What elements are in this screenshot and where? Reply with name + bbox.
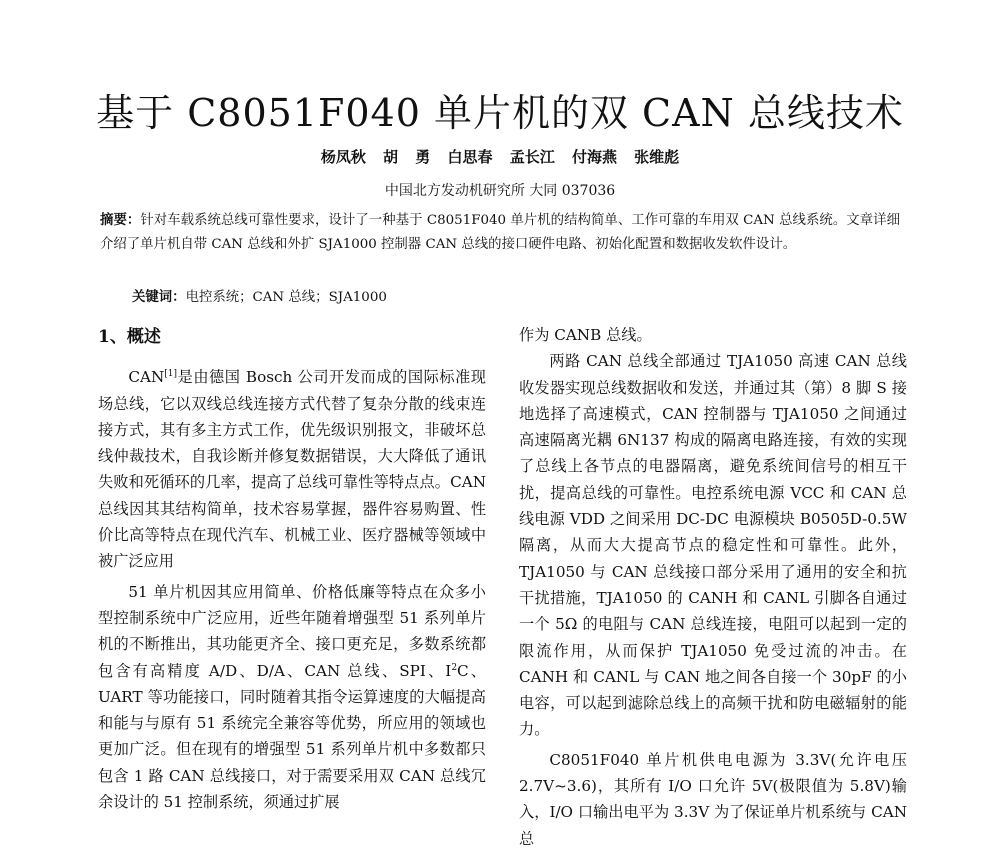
paragraph: 两路 CAN 总线全部通过 TJA1050 高速 CAN 总线收发器实现总线数据收和发送，并通过其（第）8 脚 S 接地选择了高速模式，CAN 控制器与 TJA1050 之间通过高速隔离光耦 6N137 构成的隔离电路连接，有效的实现了总线上各节点的电器隔离，避免系统间信号的相互干扰，提高总线的可靠性。电控系统电源 VCC 和 CAN 总线电源 VDD 之间采用 DC-DC 电源模块 B0505D-0.5W 隔离，从而大大提高节点的稳定性和可靠性。此外，TJA1050 与 CAN 总线接口部分采用了通用的安全和抗干扰措施，TJA1050 的 CANH 和 CANL 引脚各自通过一个 5Ω 的电阻与 CAN 总线连接，电阻可以起到一定的限流作用，从而保护 TJA1050 免受过流的冲击。在 CANH 和 CANL 与 CAN 地之间各自接一个 30pF 的小电容，可以起到滤除总线上的高频干扰和防电磁辐射的能力。: [519, 352, 907, 739]
paragraph: C8051F040 单片机供电电源为 3.3V(允许电压 2.7V~3.6)，其所有 I/O 口允许 5V(极限值为 5.8V)输入，I/O 口输出电平为 3.3V 为了保证单片机系统与 CAN 总: [519, 750, 907, 848]
abstract: [100, 208, 900, 257]
paragraph-text: 是由德国 Bosch 公司开发而成的国际标准现场总线，它以双线总线连接方式代替了复杂分散的线束连接方式，其有多主方式工作，优先级识别报文，非破坏总线仲裁技术，自我诊断并修复数据错误，大大降低了通讯失败和死循环的几率，提高了总线可靠性等特点点。CAN 总线因其其结构简单，技术容易掌握，器件容易购置、性价比高等特点在现代汽车、机械工业、医疗器械等领域中被广泛应用: [98, 368, 486, 571]
keywords: [132, 286, 387, 305]
right-column: [519, 322, 907, 852]
citation-ref: [1]: [164, 369, 178, 380]
paragraph: [98, 364, 486, 574]
paragraph: 作为 CANB 总线。: [519, 326, 652, 344]
author-list: 杨凤秋 胡 勇 白思春 孟长江 付海燕 张维彪: [320, 148, 680, 166]
superscript: 2: [451, 662, 458, 673]
paragraph-text: 51 单片机因其应用简单、价格低廉等特点在众多小型控制系统中广泛应用，近些年随着增强型 51 系列单片机的不断推出，其功能更齐全、接口更充足，多数系统都包含有高精度 A/D、D/A、CAN 总线、SPI、I: [98, 582, 486, 680]
affiliation: 中国北方发动机研究所 大同 037036: [384, 183, 616, 199]
keywords-label: 关键词：: [132, 289, 186, 305]
keywords-text: 电控系统；CAN 总线；SJA1000: [185, 290, 387, 305]
paragraph-text: C、UART 等功能接口，同时随着其指令运算速度的大幅提高和能与与原有 51 系统完全兼容等优势，所应用的领域也更加广泛。但在现有的增强型 51 系列单片机中多数都只包含 1 路 CAN 总线接口，对于需要采用双 CAN 总线冗余设计的 51 控制系统，须通过扩展: [98, 661, 486, 812]
abstract-label: 摘要：: [100, 212, 141, 228]
section-heading: 1、概述: [98, 327, 161, 347]
paper-title: 基于 C8051F040 单片机的双 CAN 总线技术: [96, 91, 904, 135]
left-column: [98, 322, 486, 815]
paragraph: [98, 579, 486, 816]
can-term: CAN: [128, 368, 165, 387]
abstract-text: 针对车载系统总线可靠性要求，设计了一种基于 C8051F040 单片机的结构简单、工作可靠的车用双 CAN 总线系统。文章详细介绍了单片机自带 CAN 总线和外扩 SJA1000 控制器 CAN 总线的接口硬件电路、初始化配置和数据收发软件设计。: [100, 213, 900, 252]
